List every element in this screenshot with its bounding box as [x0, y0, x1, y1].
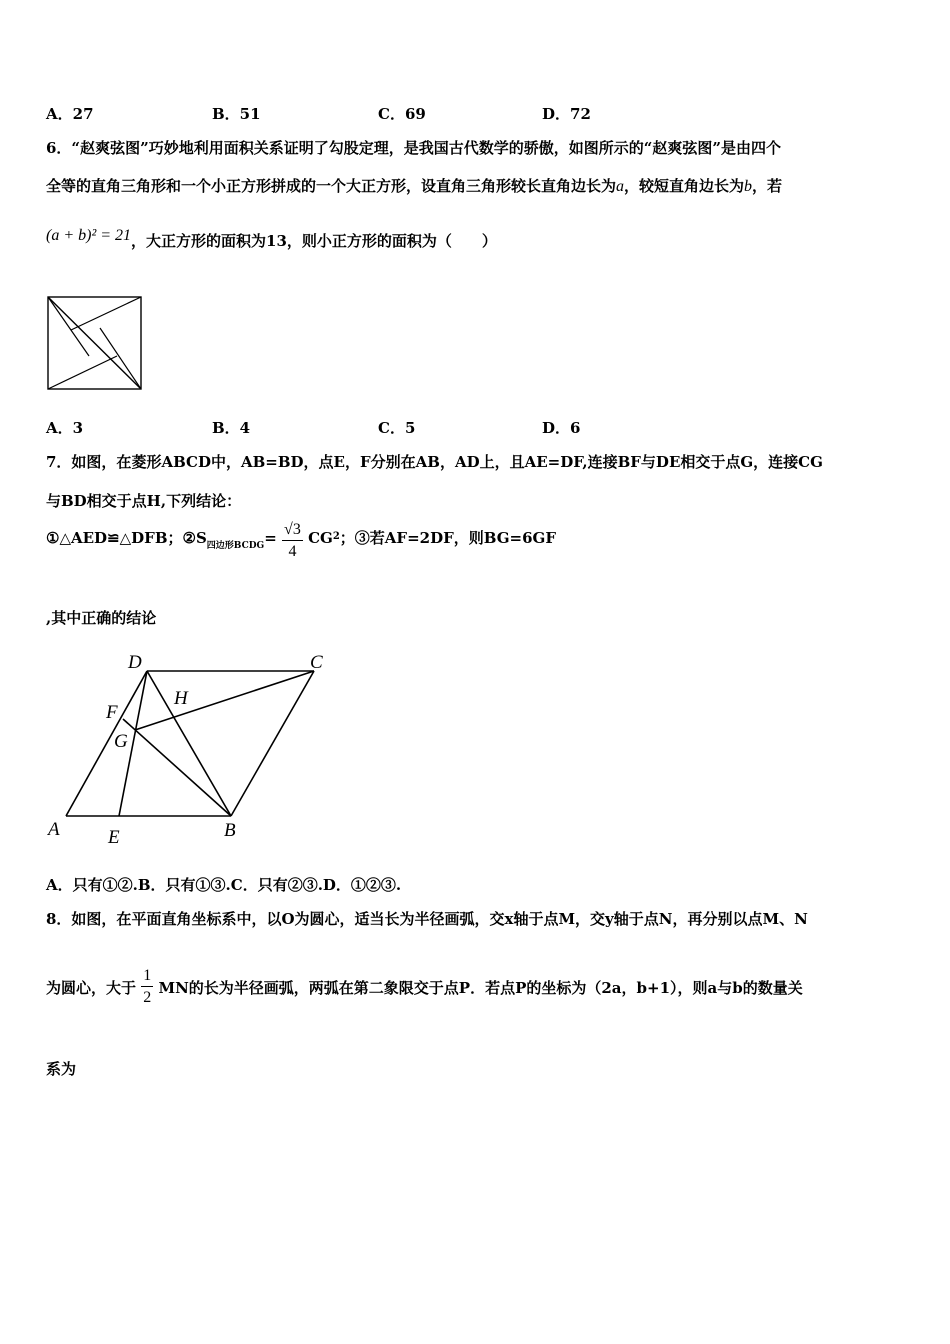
- q7-fraction: [282, 522, 303, 560]
- q7-c2: CG: [308, 529, 333, 547]
- q7-c1-sub: 四边形BCDG: [206, 541, 265, 551]
- q8-fraction: [141, 968, 153, 1006]
- edge-cb: [231, 671, 314, 816]
- zhao-shuang-figure: [45, 294, 145, 392]
- label-b: B: [224, 820, 236, 841]
- diag-db: [147, 671, 231, 816]
- label-h: H: [174, 688, 188, 709]
- q5-option-b: B．51: [212, 105, 261, 123]
- label-e: E: [108, 827, 120, 848]
- label-f: F: [106, 702, 118, 723]
- q6-var-a: a: [616, 178, 625, 195]
- seg-4: [48, 356, 117, 389]
- q7-c1: ①△AED≌△DFB；②S: [46, 529, 207, 547]
- q8-frac-den: 2: [143, 989, 152, 1006]
- q7-line4: ,其中正确的结论: [46, 609, 157, 627]
- label-a: A: [48, 819, 60, 840]
- q6-formula: (a + b)² = 21: [46, 227, 132, 244]
- edge-ad: [66, 671, 147, 816]
- label-g: G: [114, 731, 128, 752]
- q8-line2-end: MN的长为半径画弧，两弧在第二象限交于点P．若点P的坐标为（2a，b+1），则a与b的数量关: [158, 979, 803, 997]
- q6-line2-mid: ，较短直角边长为: [624, 177, 745, 195]
- seg-bf: [123, 719, 231, 816]
- seg-1: [48, 297, 89, 356]
- q7-frac-num: √3: [282, 522, 303, 541]
- q5-option-a: A．27: [46, 105, 94, 123]
- q6-line1: 6．“赵爽弦图”巧妙地利用面积关系证明了勾股定理，是我国古代数学的骄傲，如图所示的“赵爽弦图”是由四个: [46, 139, 781, 157]
- q7-conclusions: [46, 522, 556, 560]
- q6-line2-end: ，若: [752, 177, 783, 195]
- q6-option-d: D．6: [542, 419, 581, 437]
- q8-line3: 系为: [46, 1060, 77, 1078]
- q7-c2-sup: 2: [332, 531, 340, 542]
- q6-line2-text: 全等的直角三角形和一个小正方形拼成的一个大正方形，设直角三角形较长直角边长为: [46, 177, 617, 195]
- q6-line3-text: ，大正方形的面积为13，则小正方形的面积为（ ）: [131, 232, 497, 250]
- seg-3: [100, 328, 141, 389]
- q5-option-d: D．72: [542, 105, 591, 123]
- label-d: D: [128, 652, 142, 673]
- q8-frac-num: 1: [141, 968, 153, 987]
- q8-line2: [46, 968, 803, 1006]
- q6-option-c: C．5: [378, 419, 416, 437]
- label-c: C: [310, 652, 323, 673]
- q6-line2: [46, 175, 782, 196]
- seg-2: [71, 297, 141, 330]
- q6-option-b: B．4: [212, 419, 251, 437]
- q6-var-b: b: [744, 178, 753, 195]
- q7-frac-den: 4: [288, 543, 297, 560]
- q6-option-a: A．3: [46, 419, 84, 437]
- q8-line2-start: 为圆心，大于: [46, 979, 137, 997]
- q7-options: A．只有①②.B．只有①③.C．只有②③.D．①②③.: [46, 876, 402, 894]
- q6-line3: [46, 227, 497, 251]
- q8-line1: 8．如图，在平面直角坐标系中，以O为圆心，适当长为半径画弧，交x轴于点M，交y轴于点N，再分别以点M、N: [46, 910, 808, 928]
- hyp-1: [48, 297, 141, 389]
- q5-option-c: C．69: [378, 105, 426, 123]
- q7-line2: 与BD相交于点H,下列结论：: [46, 492, 242, 510]
- q7-c1-eq: =: [264, 529, 277, 547]
- q7-c3: ；③若AF=2DF，则BG=6GF: [339, 529, 556, 547]
- seg-cg: [135, 671, 314, 730]
- rhombus-figure: [44, 646, 344, 850]
- q7-line1: 7．如图，在菱形ABCD中，AB=BD，点E，F分别在AB，AD上，且AE=DF,连接BF与DE相交于点G，连接CG: [46, 453, 823, 471]
